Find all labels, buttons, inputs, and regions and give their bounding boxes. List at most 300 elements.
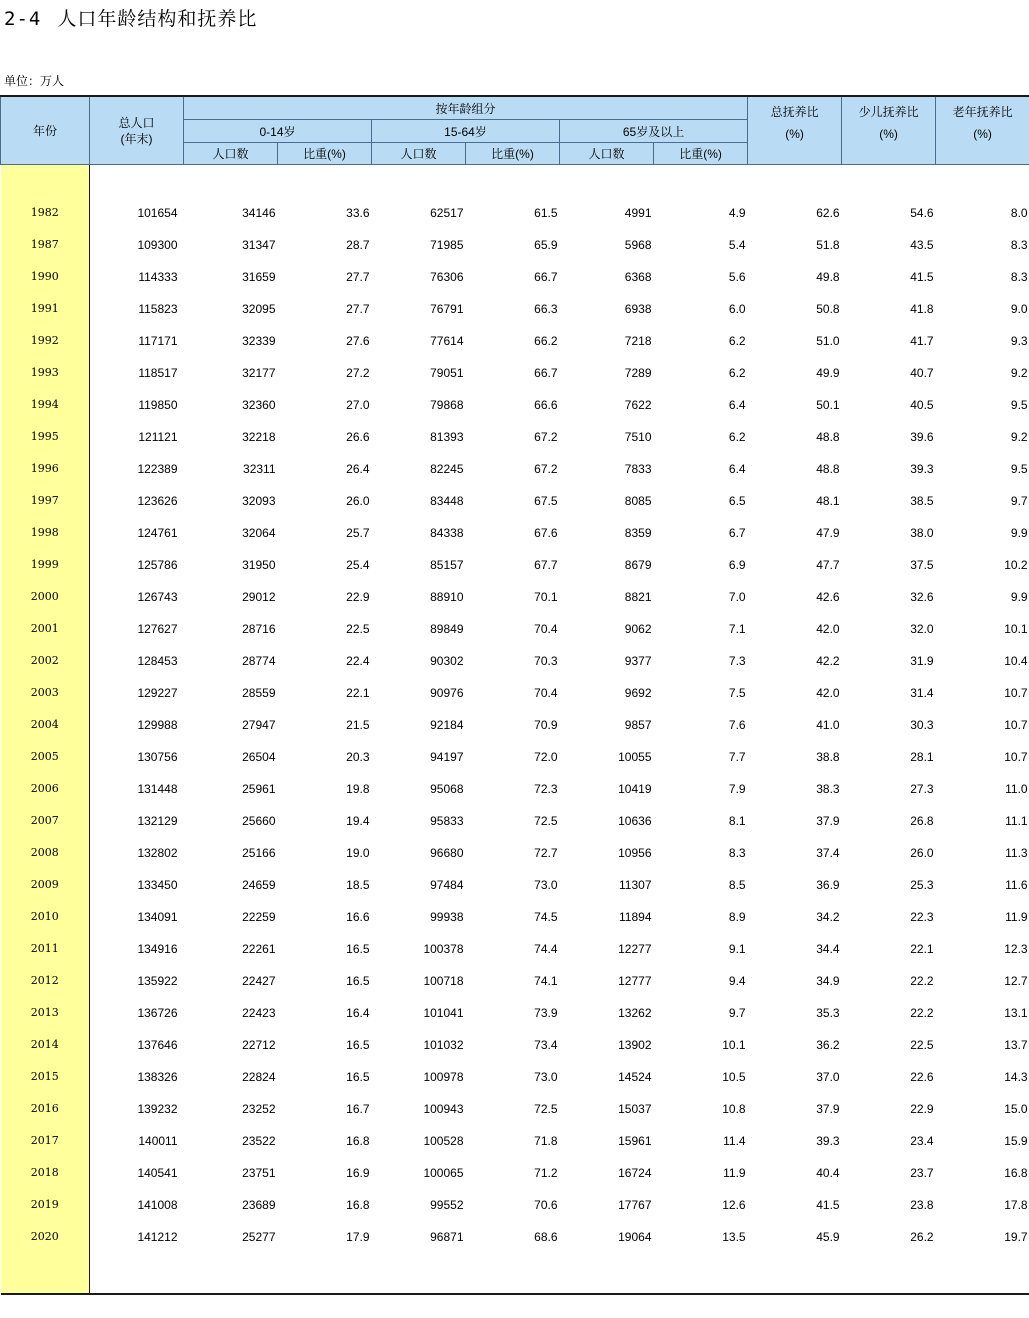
value-cell: 22.1	[910, 942, 934, 956]
value-cell: 90976	[430, 686, 464, 700]
value-cell: 68.6	[534, 1230, 558, 1244]
total-population-cell: 109300	[137, 238, 178, 252]
value-cell: 20.3	[346, 750, 370, 764]
value-cell: 11.9	[1005, 910, 1028, 924]
value-cell: 39.3	[816, 1134, 840, 1148]
year-cell: 2018	[1, 1157, 90, 1189]
value-cell: 16.6	[346, 910, 370, 924]
header-total-dependency	[748, 96, 842, 165]
value-cell: 7510	[624, 430, 652, 444]
value-cell: 23689	[242, 1198, 276, 1212]
value-cell: 7.5	[728, 686, 746, 700]
header-child-dependency	[842, 96, 936, 165]
value-cell: 74.5	[534, 910, 558, 924]
value-cell: 74.1	[534, 974, 558, 988]
header-child-dependency-label: 少儿抚养比	[858, 105, 919, 119]
value-cell: 42.6	[816, 590, 840, 604]
page-title	[4, 4, 257, 31]
value-cell: 99552	[430, 1198, 464, 1212]
value-cell: 11.4	[723, 1134, 746, 1148]
header-group-65-plus: 65岁及以上	[560, 120, 748, 143]
header-share-15-64: 比重(%)	[466, 143, 560, 165]
value-cell: 38.0	[910, 526, 934, 540]
value-cell: 37.4	[816, 846, 840, 860]
value-cell: 32.6	[910, 590, 934, 604]
value-cell: 27.3	[910, 782, 934, 796]
total-population-cell: 136726	[137, 1006, 178, 1020]
value-cell: 9062	[624, 622, 652, 636]
value-cell: 16.4	[346, 1006, 370, 1020]
total-population-cell: 133450	[137, 878, 178, 892]
value-cell: 26.0	[346, 494, 370, 508]
value-cell: 31659	[242, 270, 276, 284]
table-row	[1, 613, 1029, 645]
year-cell: 2001	[1, 613, 90, 645]
year-cell: 2014	[1, 1029, 90, 1061]
value-cell: 41.0	[816, 718, 840, 732]
value-cell: 37.9	[816, 814, 840, 828]
value-cell: 22.4	[346, 654, 370, 668]
value-cell: 31950	[242, 558, 276, 572]
table-row	[1, 549, 1029, 581]
value-cell: 82245	[430, 462, 464, 476]
value-cell: 21.5	[346, 718, 370, 732]
value-cell: 5968	[624, 238, 652, 252]
value-cell: 13.5	[722, 1230, 746, 1244]
value-cell: 76306	[430, 270, 464, 284]
value-cell: 22.5	[910, 1038, 934, 1052]
value-cell: 26.4	[346, 462, 370, 476]
table-row	[1, 517, 1029, 549]
year-cell: 2002	[1, 645, 90, 677]
value-cell: 67.7	[534, 558, 558, 572]
value-cell: 8085	[624, 494, 652, 508]
table-header	[1, 96, 1029, 165]
value-cell: 9.9	[1010, 590, 1028, 604]
value-cell: 24659	[242, 878, 276, 892]
value-cell: 70.9	[534, 718, 558, 732]
year-cell: 2005	[1, 741, 90, 773]
value-cell: 34.2	[816, 910, 840, 924]
value-cell: 9.2	[1010, 366, 1028, 380]
value-cell: 25166	[242, 846, 276, 860]
year-cell: 1990	[1, 261, 90, 293]
total-population-cell: 124761	[137, 526, 178, 540]
value-cell: 71985	[430, 238, 464, 252]
year-cell: 1996	[1, 453, 90, 485]
value-cell: 19.4	[346, 814, 370, 828]
value-cell: 11.1	[1005, 814, 1028, 828]
value-cell: 61.5	[534, 206, 558, 220]
value-cell: 72.3	[534, 782, 558, 796]
table-row	[1, 421, 1029, 453]
value-cell: 72.0	[534, 750, 558, 764]
value-cell: 41.5	[816, 1198, 840, 1212]
value-cell: 16.7	[346, 1102, 370, 1116]
header-total-line1: 总人口	[118, 115, 155, 130]
value-cell: 9692	[624, 686, 652, 700]
value-cell: 100943	[423, 1102, 464, 1116]
table-row	[1, 837, 1029, 869]
table-row	[1, 357, 1029, 389]
value-cell: 11307	[619, 878, 652, 892]
table-row	[1, 325, 1029, 357]
value-cell: 22423	[242, 1006, 276, 1020]
value-cell: 66.6	[534, 398, 558, 412]
value-cell: 70.1	[534, 590, 558, 604]
value-cell: 9.5	[1010, 398, 1028, 412]
value-cell: 38.3	[816, 782, 840, 796]
table-row	[1, 805, 1029, 837]
value-cell: 8.5	[728, 878, 746, 892]
value-cell: 37.0	[816, 1070, 840, 1084]
year-cell: 2008	[1, 837, 90, 869]
value-cell: 15037	[618, 1102, 652, 1116]
year-cell: 1991	[1, 293, 90, 325]
value-cell: 32218	[242, 430, 276, 444]
value-cell: 77614	[430, 334, 464, 348]
value-cell: 8.9	[728, 910, 746, 924]
value-cell: 67.5	[534, 494, 558, 508]
value-cell: 32311	[243, 462, 276, 476]
value-cell: 79051	[430, 366, 464, 380]
value-cell: 16.8	[346, 1134, 370, 1148]
value-cell: 16.8	[1004, 1166, 1028, 1180]
total-population-cell: 137646	[137, 1038, 178, 1052]
value-cell: 70.4	[534, 622, 558, 636]
year-cell: 2003	[1, 677, 90, 709]
value-cell: 27947	[242, 718, 276, 732]
total-population-cell: 121121	[138, 430, 178, 444]
value-cell: 7218	[624, 334, 652, 348]
value-cell: 28774	[242, 654, 276, 668]
value-cell: 11.0	[1005, 782, 1028, 796]
value-cell: 92184	[430, 718, 464, 732]
value-cell: 6368	[624, 270, 652, 284]
total-population-cell: 101654	[137, 206, 178, 220]
value-cell: 25961	[242, 782, 276, 796]
value-cell: 42.0	[816, 622, 840, 636]
value-cell: 6.5	[728, 494, 746, 508]
value-cell: 6.7	[728, 526, 746, 540]
value-cell: 39.6	[910, 430, 934, 444]
value-cell: 66.7	[534, 270, 558, 284]
value-cell: 10055	[618, 750, 652, 764]
table-row	[1, 1189, 1029, 1221]
value-cell: 5.4	[728, 238, 746, 252]
value-cell: 6.9	[728, 558, 746, 572]
value-cell: 10.7	[1004, 718, 1028, 732]
value-cell: 7.0	[728, 590, 746, 604]
value-cell: 4.9	[728, 206, 746, 220]
value-cell: 9.4	[728, 974, 746, 988]
value-cell: 8.3	[728, 846, 746, 860]
value-cell: 27.0	[346, 398, 370, 412]
value-cell: 16.5	[346, 942, 370, 956]
table-row	[1, 1221, 1029, 1253]
value-cell: 70.4	[534, 686, 558, 700]
value-cell: 40.7	[910, 366, 934, 380]
value-cell: 6.4	[728, 462, 746, 476]
table-row	[1, 645, 1029, 677]
empty-cell	[90, 1253, 1029, 1294]
year-cell: 1987	[1, 229, 90, 261]
table-row	[1, 581, 1029, 613]
value-cell: 81393	[430, 430, 464, 444]
value-cell: 39.3	[910, 462, 934, 476]
value-cell: 7.9	[728, 782, 746, 796]
value-cell: 7289	[624, 366, 652, 380]
value-cell: 26.6	[346, 430, 370, 444]
value-cell: 34.4	[816, 942, 840, 956]
year-cell: 2007	[1, 805, 90, 837]
value-cell: 23.7	[910, 1166, 934, 1180]
value-cell: 10.1	[722, 1038, 746, 1052]
value-cell: 84338	[430, 526, 464, 540]
value-cell: 101032	[423, 1038, 464, 1052]
value-cell: 12777	[618, 974, 652, 988]
value-cell: 100528	[423, 1134, 464, 1148]
value-cell: 26.2	[910, 1230, 934, 1244]
year-cell: 2006	[1, 773, 90, 805]
year-cell: 1993	[1, 357, 90, 389]
value-cell: 28559	[242, 686, 276, 700]
value-cell: 7.7	[728, 750, 746, 764]
table-number: 2-4	[4, 8, 42, 30]
total-population-cell: 130756	[137, 750, 178, 764]
value-cell: 13.7	[1004, 1038, 1028, 1052]
header-year: 年份	[1, 96, 90, 165]
value-cell: 34146	[242, 206, 276, 220]
table-row	[1, 677, 1029, 709]
value-cell: 16.5	[346, 1038, 370, 1052]
value-cell: 15961	[618, 1134, 652, 1148]
value-cell: 9857	[624, 718, 652, 732]
value-cell: 15.0	[1004, 1102, 1028, 1116]
value-cell: 67.6	[534, 526, 558, 540]
total-population-cell: 132129	[137, 814, 178, 828]
total-population-cell: 140541	[137, 1166, 178, 1180]
value-cell: 12.3	[1004, 942, 1028, 956]
value-cell: 100065	[423, 1166, 464, 1180]
value-cell: 38.8	[816, 750, 840, 764]
header-group-15-64: 15-64岁	[372, 120, 560, 143]
header-group-0-14: 0-14岁	[184, 120, 372, 143]
value-cell: 6.2	[728, 366, 746, 380]
value-cell: 37.5	[910, 558, 934, 572]
value-cell: 54.6	[910, 206, 934, 220]
value-cell: 73.0	[534, 1070, 558, 1084]
value-cell: 15.9	[1004, 1134, 1028, 1148]
value-cell: 62.6	[816, 206, 840, 220]
value-cell: 7.3	[728, 654, 746, 668]
table-row	[1, 389, 1029, 421]
value-cell: 95068	[430, 782, 464, 796]
year-cell: 1995	[1, 421, 90, 453]
value-cell: 25277	[242, 1230, 276, 1244]
value-cell: 10.7	[1004, 686, 1028, 700]
value-cell: 32095	[242, 302, 276, 316]
value-cell: 83448	[430, 494, 464, 508]
value-cell: 38.5	[910, 494, 934, 508]
year-cell: 2016	[1, 1093, 90, 1125]
value-cell: 9.7	[728, 1006, 746, 1020]
value-cell: 100978	[423, 1070, 464, 1084]
header-share-65-plus: 比重(%)	[654, 143, 748, 165]
value-cell: 40.4	[816, 1166, 840, 1180]
table-row	[1, 453, 1029, 485]
value-cell: 10419	[618, 782, 652, 796]
value-cell: 101041	[423, 1006, 464, 1020]
year-cell: 2017	[1, 1125, 90, 1157]
value-cell: 8.1	[728, 814, 746, 828]
table-row	[1, 229, 1029, 261]
value-cell: 32.0	[910, 622, 934, 636]
year-cell: 2004	[1, 709, 90, 741]
value-cell: 17.8	[1004, 1198, 1028, 1212]
value-cell: 31.9	[910, 654, 934, 668]
value-cell: 17767	[618, 1198, 652, 1212]
total-population-cell: 138326	[137, 1070, 178, 1084]
value-cell: 27.7	[346, 270, 370, 284]
value-cell: 8679	[624, 558, 652, 572]
value-cell: 22.2	[910, 1006, 934, 1020]
total-population-cell: 139232	[137, 1102, 178, 1116]
table-row	[1, 261, 1029, 293]
value-cell: 19064	[618, 1230, 652, 1244]
value-cell: 11.6	[1005, 878, 1028, 892]
table-row	[1, 1125, 1029, 1157]
value-cell: 66.2	[534, 334, 558, 348]
total-population-cell: 129227	[137, 686, 178, 700]
value-cell: 90302	[430, 654, 464, 668]
value-cell: 22261	[242, 942, 276, 956]
value-cell: 13.1	[1004, 1006, 1028, 1020]
value-cell: 94197	[430, 750, 464, 764]
value-cell: 88910	[430, 590, 464, 604]
value-cell: 67.2	[534, 462, 558, 476]
value-cell: 40.5	[910, 398, 934, 412]
value-cell: 19.7	[1004, 1230, 1028, 1244]
value-cell: 10.2	[1004, 558, 1028, 572]
value-cell: 6938	[624, 302, 652, 316]
year-cell: 1992	[1, 325, 90, 357]
value-cell: 18.5	[346, 878, 370, 892]
value-cell: 13902	[618, 1038, 652, 1052]
value-cell: 25660	[242, 814, 276, 828]
value-cell: 32177	[242, 366, 276, 380]
value-cell: 9.5	[1010, 462, 1028, 476]
table-body	[1, 165, 1029, 1295]
value-cell: 31347	[242, 238, 276, 252]
value-cell: 22.6	[910, 1070, 934, 1084]
value-cell: 8.3	[1010, 238, 1028, 252]
value-cell: 47.9	[816, 526, 840, 540]
total-population-cell: 131448	[137, 782, 178, 796]
total-population-cell: 141212	[137, 1230, 178, 1244]
value-cell: 17.9	[346, 1230, 370, 1244]
value-cell: 10636	[618, 814, 652, 828]
value-cell: 96871	[430, 1230, 464, 1244]
table-row	[1, 933, 1029, 965]
total-population-cell: 115823	[138, 302, 178, 316]
value-cell: 9377	[624, 654, 652, 668]
header-total-line2: (年末)	[120, 131, 153, 146]
value-cell: 71.2	[534, 1166, 558, 1180]
value-cell: 79868	[430, 398, 464, 412]
table-row	[1, 773, 1029, 805]
value-cell: 89849	[430, 622, 464, 636]
value-cell: 41.5	[910, 270, 934, 284]
header-pop-15-64: 人口数	[372, 143, 466, 165]
total-population-cell: 134916	[137, 942, 178, 956]
value-cell: 7.6	[728, 718, 746, 732]
table-row	[1, 741, 1029, 773]
total-population-cell: 128453	[137, 654, 178, 668]
total-population-cell: 125786	[137, 558, 178, 572]
value-cell: 27.6	[346, 334, 370, 348]
value-cell: 42.0	[816, 686, 840, 700]
value-cell: 8.3	[1010, 270, 1028, 284]
value-cell: 35.3	[816, 1006, 840, 1020]
value-cell: 10.8	[722, 1102, 746, 1116]
header-pop-65-plus: 人口数	[560, 143, 654, 165]
value-cell: 49.9	[816, 366, 840, 380]
total-population-cell: 123626	[137, 494, 178, 508]
year-cell: 2019	[1, 1189, 90, 1221]
value-cell: 22427	[242, 974, 276, 988]
table-row	[1, 709, 1029, 741]
value-cell: 7833	[624, 462, 652, 476]
value-cell: 16724	[618, 1166, 652, 1180]
header-old-dependency	[936, 96, 1029, 165]
value-cell: 22.9	[346, 590, 370, 604]
value-cell: 48.1	[816, 494, 840, 508]
value-cell: 16.9	[346, 1166, 370, 1180]
header-total-dependency-unit: (%)	[785, 127, 804, 141]
year-cell: 2009	[1, 869, 90, 901]
header-total-population	[90, 96, 184, 165]
value-cell: 28.1	[910, 750, 934, 764]
year-cell: 2013	[1, 997, 90, 1029]
value-cell: 71.8	[534, 1134, 558, 1148]
value-cell: 22.3	[910, 910, 934, 924]
value-cell: 23252	[242, 1102, 276, 1116]
value-cell: 97484	[430, 878, 464, 892]
value-cell: 10.5	[722, 1070, 746, 1084]
value-cell: 49.8	[816, 270, 840, 284]
empty-cell	[90, 165, 1029, 198]
value-cell: 73.4	[534, 1038, 558, 1052]
total-population-cell: 114333	[138, 270, 178, 284]
data-table-container	[0, 95, 1029, 1295]
value-cell: 96680	[430, 846, 464, 860]
value-cell: 28.7	[346, 238, 370, 252]
value-cell: 10.7	[1004, 750, 1028, 764]
total-population-cell: 134091	[137, 910, 178, 924]
value-cell: 10.1	[1004, 622, 1028, 636]
value-cell: 23522	[242, 1134, 276, 1148]
value-cell: 50.1	[816, 398, 840, 412]
value-cell: 22.5	[346, 622, 370, 636]
value-cell: 19.8	[346, 782, 370, 796]
value-cell: 50.8	[816, 302, 840, 316]
year-cell: 2000	[1, 581, 90, 613]
value-cell: 22712	[242, 1038, 276, 1052]
value-cell: 37.9	[816, 1102, 840, 1116]
value-cell: 95833	[430, 814, 464, 828]
value-cell: 48.8	[816, 430, 840, 444]
